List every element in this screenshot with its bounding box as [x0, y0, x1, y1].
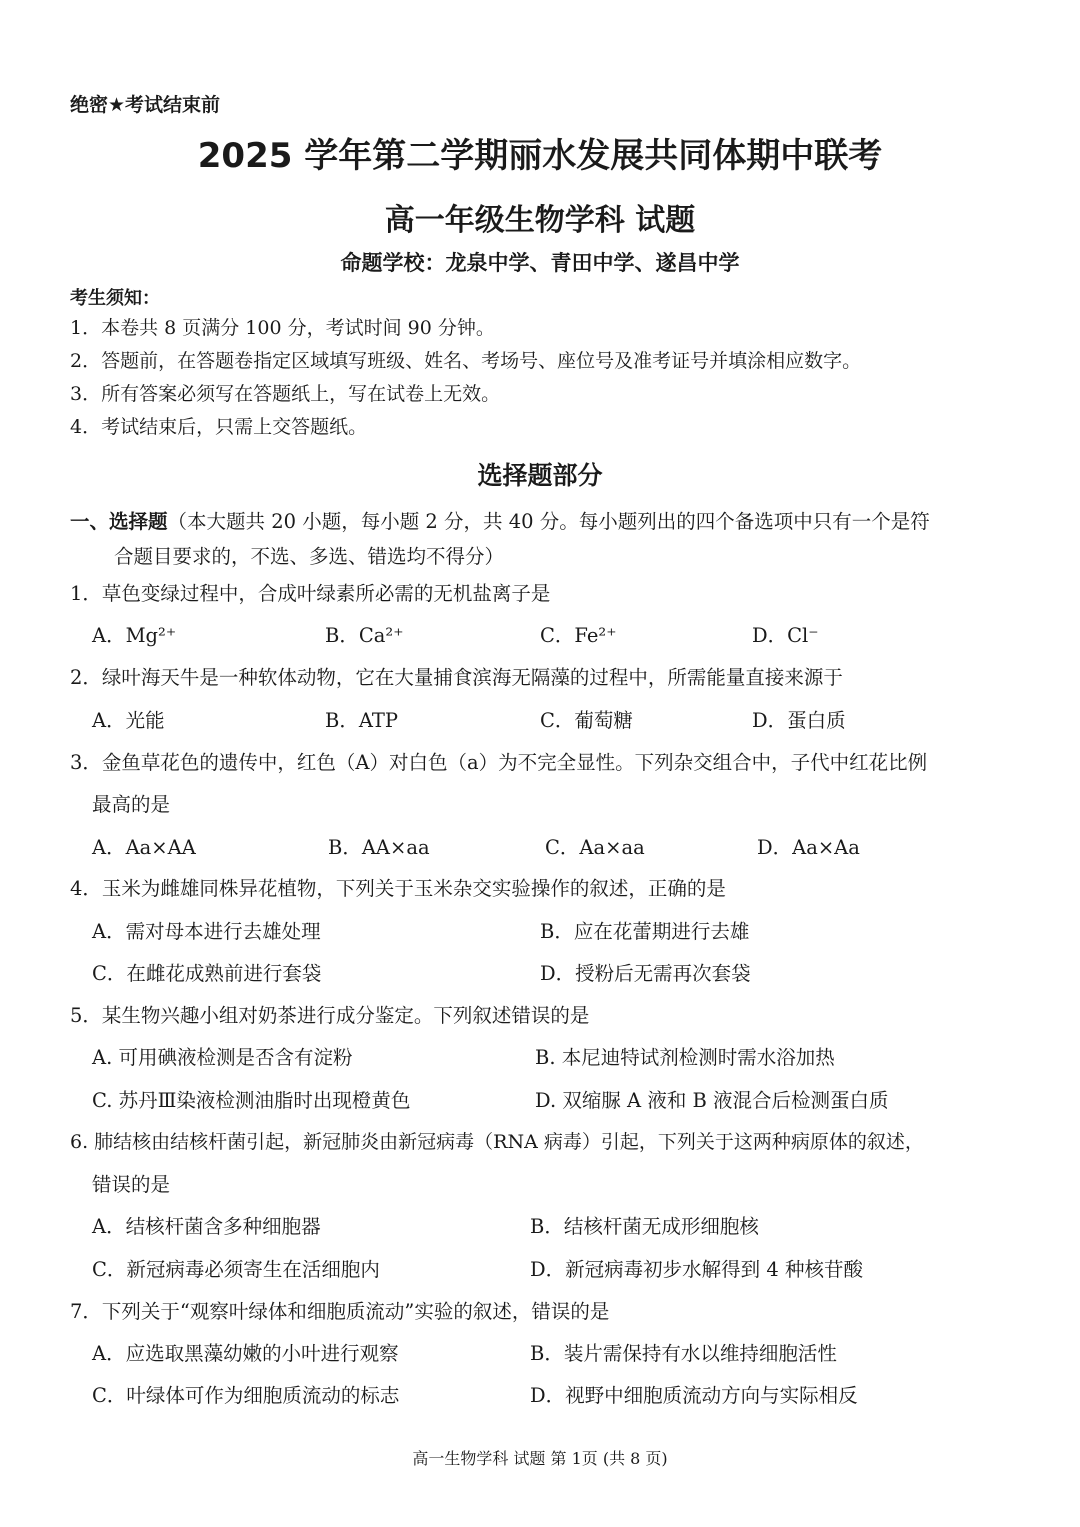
- option-d: D. 双缩脲 A 液和 B 液混合后检测蛋白质: [535, 1089, 889, 1112]
- section-title: 选择题部分: [477, 461, 603, 490]
- option-c: C．新冠病毒必须寄生在活细胞内: [92, 1258, 380, 1281]
- option-d: D．新冠病毒初步水解得到 4 种核苷酸: [530, 1258, 863, 1281]
- page-footer: 高一生物学科 试题 第 1页 (共 8 页): [412, 1449, 668, 1468]
- exam-subtitle: 高一年级生物学科 试题: [384, 203, 696, 238]
- option-a: A．结核杆菌含多种细胞器: [92, 1215, 321, 1238]
- option-c: C. 苏丹Ⅲ染液检测油脂时出现橙黄色: [92, 1089, 411, 1112]
- option-a: A. 可用碘液检测是否含有淀粉: [92, 1046, 353, 1069]
- option-c: C．叶绿体可作为细胞质流动的标志: [92, 1384, 400, 1407]
- option-c: C．在雌花成熟前进行套袋: [92, 962, 322, 985]
- option-b: B．应在花蕾期进行去雄: [540, 920, 750, 943]
- option-b: B．AA×aa: [328, 836, 430, 859]
- option-d: D．Cl⁻: [752, 624, 819, 647]
- option-c: C．葡萄糖: [540, 709, 633, 732]
- option-c: C．Aa×aa: [545, 836, 645, 859]
- notice-item: 3．所有答案必须写在答题纸上，写在试卷上无效。: [70, 383, 501, 405]
- option-d: D．蛋白质: [752, 709, 846, 732]
- option-d: D．授粉后无需再次套袋: [540, 962, 751, 985]
- option-d: D．视野中细胞质流动方向与实际相反: [530, 1384, 858, 1407]
- question-stem: 7．下列关于“观察叶绿体和细胞质流动”实验的叙述，错误的是: [70, 1300, 610, 1323]
- question-stem: 2．绿叶海天牛是一种软体动物，它在大量捕食滨海无隔藻的过程中，所需能量直接来源于: [70, 666, 843, 689]
- notice-item: 4．考试结束后，只需上交答题纸。: [70, 416, 368, 438]
- notice-item: 2．答题前，在答题卷指定区域填写班级、姓名、考场号、座位号及准考证号并填涂相应数字。: [70, 350, 862, 372]
- option-c: C．Fe²⁺: [540, 624, 617, 647]
- option-a: A．应选取黑藻幼嫩的小叶进行观察: [92, 1342, 399, 1365]
- instructions-text: （本大题共 20 小题，每小题 2 分，共 40 分。每小题列出的四个备选项中只有一个是符: [167, 510, 930, 533]
- option-a: A．Mg²⁺: [92, 624, 177, 647]
- question-stem-continued: 错误的是: [92, 1173, 171, 1196]
- option-a: A．Aa×AA: [92, 836, 196, 859]
- exam-title: 2025 学年第二学期丽水发展共同体期中联考: [197, 136, 883, 176]
- option-b: B. 本尼迪特试剂检测时需水浴加热: [535, 1046, 835, 1069]
- option-b: B．装片需保持有水以维持细胞活性: [530, 1342, 837, 1365]
- question-stem: 4．玉米为雌雄同株异花植物，下列关于玉米杂交实验操作的叙述，正确的是: [70, 877, 726, 900]
- instructions-label: 一、选择题: [70, 510, 168, 533]
- option-b: B．ATP: [325, 709, 398, 732]
- section-instructions: [70, 506, 930, 534]
- option-d: D．Aa×Aa: [757, 836, 860, 859]
- question-stem: 5．某生物兴趣小组对奶茶进行成分鉴定。下列叙述错误的是: [70, 1004, 590, 1027]
- setting-schools: 命题学校：龙泉中学、青田中学、遂昌中学: [340, 251, 740, 275]
- option-b: B．Ca²⁺: [325, 624, 404, 647]
- notice-heading: 考生须知：: [70, 288, 160, 309]
- instructions-continued: 合题目要求的，不选、多选、错选均不得分）: [114, 545, 505, 568]
- confidential-mark: 绝密★考试结束前: [70, 94, 221, 116]
- question-stem: 6. 肺结核由结核杆菌引起，新冠肺炎由新冠病毒（RNA 病毒）引起，下列关于这两种病原体的叙述，: [70, 1131, 924, 1153]
- question-stem: 1．草色变绿过程中，合成叶绿素所必需的无机盐离子是: [70, 582, 551, 605]
- notice-item: 1．本卷共 8 页满分 100 分，考试时间 90 分钟。: [70, 317, 495, 339]
- option-a: A．光能: [92, 709, 165, 732]
- option-b: B．结核杆菌无成形细胞核: [530, 1215, 759, 1238]
- option-a: A．需对母本进行去雄处理: [92, 920, 321, 943]
- question-stem: 3．金鱼草花色的遗传中，红色（A）对白色（a）为不完全显性。下列杂交组合中，子代中红花比例: [70, 751, 928, 774]
- question-stem-continued: 最高的是: [92, 793, 171, 816]
